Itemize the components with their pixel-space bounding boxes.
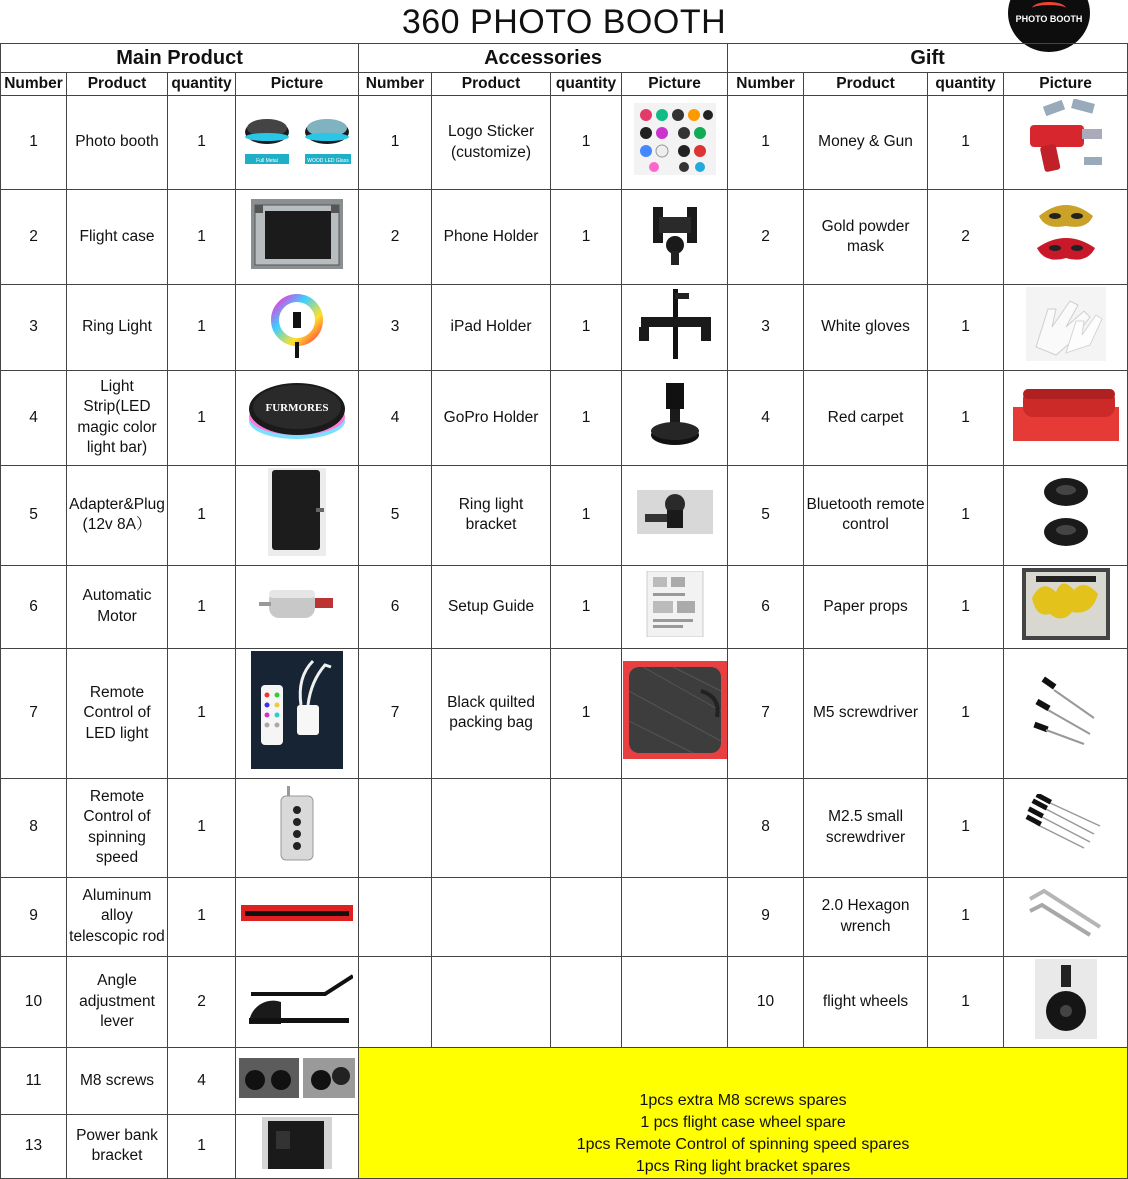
main-quantity: 1 — [168, 649, 236, 779]
table-row — [1, 565, 1128, 649]
title-bar — [0, 0, 1128, 44]
acc-number: 2 — [359, 190, 432, 285]
main-product: Power bank bracket — [67, 1115, 168, 1179]
main-quantity: 1 — [168, 565, 236, 649]
acc-product: Setup Guide — [432, 565, 551, 649]
table-row — [1, 649, 1128, 779]
bluetooth-remote-image — [1004, 466, 1128, 566]
gift-product: White gloves — [804, 285, 928, 371]
main-quantity: 1 — [168, 877, 236, 956]
main-number: 13 — [1, 1115, 67, 1179]
main-product: Remote Control of spinning speed — [67, 778, 168, 877]
table-row — [1, 877, 1128, 956]
pic-label-wood-led: WOOD LED Glass — [307, 158, 349, 165]
m8-screws-image — [236, 1048, 359, 1115]
adapter-image — [236, 466, 359, 566]
acc-empty-cell — [622, 778, 728, 877]
ring-light-bracket-image — [622, 466, 728, 566]
acc-empty-cell — [622, 877, 728, 956]
acc-number: 6 — [359, 565, 432, 649]
gift-number: 4 — [728, 370, 804, 466]
table-row — [1, 190, 1128, 285]
main-product: Automatic Motor — [67, 565, 168, 649]
col-header: quantity — [928, 73, 1004, 96]
gift-quantity: 1 — [928, 877, 1004, 956]
main-quantity: 1 — [168, 96, 236, 190]
acc-quantity: 1 — [551, 285, 622, 371]
hex-wrench-image — [1004, 877, 1128, 956]
gift-number: 1 — [728, 96, 804, 190]
acc-quantity: 1 — [551, 565, 622, 649]
spares-note-line: 1pcs extra M8 screws spares — [639, 1091, 847, 1109]
main-number: 6 — [1, 565, 67, 649]
gift-product: flight wheels — [804, 956, 928, 1048]
main-product: Ring Light — [67, 285, 168, 371]
main-number: 10 — [1, 956, 67, 1048]
main-quantity: 1 — [168, 370, 236, 466]
gift-number: 6 — [728, 565, 804, 649]
gift-product: Money & Gun — [804, 96, 928, 190]
gift-product: Paper props — [804, 565, 928, 649]
acc-number: 4 — [359, 370, 432, 466]
table-row — [1, 285, 1128, 371]
table-row — [1, 370, 1128, 466]
gift-number: 5 — [728, 466, 804, 566]
acc-quantity: 1 — [551, 649, 622, 779]
acc-quantity: 1 — [551, 370, 622, 466]
gift-quantity: 1 — [928, 96, 1004, 190]
col-header: quantity — [168, 73, 236, 96]
main-number: 11 — [1, 1048, 67, 1115]
gift-product: Bluetooth remote control — [804, 466, 928, 566]
acc-product: Ring light bracket — [432, 466, 551, 566]
col-header: Picture — [622, 73, 728, 96]
paper-props-image — [1004, 565, 1128, 649]
gift-quantity: 1 — [928, 649, 1004, 779]
acc-empty-cell — [551, 778, 622, 877]
acc-quantity: 1 — [551, 96, 622, 190]
col-header: Number — [359, 73, 432, 96]
power-bank-bracket-image — [236, 1115, 359, 1179]
gift-product: Red carpet — [804, 370, 928, 466]
money-gun-image — [1004, 96, 1128, 190]
main-quantity: 4 — [168, 1048, 236, 1115]
acc-empty-cell — [622, 956, 728, 1048]
acc-product: iPad Holder — [432, 285, 551, 371]
packing-bag-image — [622, 649, 728, 779]
col-header: Picture — [1004, 73, 1128, 96]
main-number: 8 — [1, 778, 67, 877]
flight-case-image — [236, 190, 359, 285]
acc-empty-cell — [432, 877, 551, 956]
flight-wheels-image — [1004, 956, 1128, 1048]
acc-empty-cell — [432, 778, 551, 877]
pic-label-full-metal: Full Metal — [256, 158, 278, 165]
gift-quantity: 1 — [928, 778, 1004, 877]
led-remote-image — [236, 649, 359, 779]
gift-number: 2 — [728, 190, 804, 285]
table-row — [1, 778, 1128, 877]
mask-image — [1004, 190, 1128, 285]
telescopic-rod-image — [236, 877, 359, 956]
main-product: Angle adjustment lever — [67, 956, 168, 1048]
gift-product: M5 screwdriver — [804, 649, 928, 779]
gift-quantity: 1 — [928, 565, 1004, 649]
gift-product: 2.0 Hexagon wrench — [804, 877, 928, 956]
acc-product: Phone Holder — [432, 190, 551, 285]
acc-number: 3 — [359, 285, 432, 371]
main-number: 5 — [1, 466, 67, 566]
gift-number: 7 — [728, 649, 804, 779]
acc-number: 7 — [359, 649, 432, 779]
main-product: Remote Control of LED light — [67, 649, 168, 779]
main-product: Photo booth — [67, 96, 168, 190]
acc-number: 5 — [359, 466, 432, 566]
angle-lever-image — [236, 956, 359, 1048]
main-quantity: 1 — [168, 190, 236, 285]
gift-number: 8 — [728, 778, 804, 877]
col-header: Product — [67, 73, 168, 96]
gift-quantity: 1 — [928, 285, 1004, 371]
main-quantity: 1 — [168, 466, 236, 566]
acc-product: GoPro Holder — [432, 370, 551, 466]
photo-booth-platform-image — [236, 96, 359, 190]
group-gift: Gift — [728, 44, 1128, 73]
main-product: Flight case — [67, 190, 168, 285]
main-number: 2 — [1, 190, 67, 285]
col-header: Product — [432, 73, 551, 96]
col-header: Number — [728, 73, 804, 96]
logo-arc-icon — [1032, 2, 1066, 15]
spares-note-line: 1pcs Remote Control of spinning speed spares — [576, 1135, 910, 1153]
acc-empty-cell — [359, 778, 432, 877]
light-strip-image — [236, 370, 359, 466]
acc-empty-cell — [359, 877, 432, 956]
spares-note — [359, 1048, 1128, 1179]
pic-label-furmores: FURMORES — [265, 401, 329, 414]
speed-remote-image — [236, 778, 359, 877]
group-main-product: Main Product — [1, 44, 359, 73]
main-quantity: 2 — [168, 956, 236, 1048]
main-number: 1 — [1, 96, 67, 190]
main-product: Light Strip(LED magic color light bar) — [67, 370, 168, 466]
setup-guide-image — [622, 565, 728, 649]
col-header: Picture — [236, 73, 359, 96]
acc-quantity: 1 — [551, 190, 622, 285]
table-row — [1, 96, 1128, 190]
acc-empty-cell — [359, 956, 432, 1048]
main-product: Adapter&Plug (12v 8A） — [67, 466, 168, 566]
red-carpet-image — [1004, 370, 1128, 466]
spares-note-line: 1 pcs flight case wheel spare — [640, 1113, 846, 1131]
page-title: 360 PHOTO BOOTH — [401, 3, 727, 41]
main-number: 7 — [1, 649, 67, 779]
acc-product: Black quilted packing bag — [432, 649, 551, 779]
acc-product: Logo Sticker (customize) — [432, 96, 551, 190]
main-product: M8 screws — [67, 1048, 168, 1115]
logo-text: PHOTO BOOTH — [1015, 14, 1083, 24]
phone-holder-image — [622, 190, 728, 285]
motor-image — [236, 565, 359, 649]
table-row — [1, 956, 1128, 1048]
m25-screwdriver-image — [1004, 778, 1128, 877]
col-header: quantity — [551, 73, 622, 96]
acc-empty-cell — [551, 877, 622, 956]
col-header: Product — [804, 73, 928, 96]
gift-number: 9 — [728, 877, 804, 956]
col-header: Number — [1, 73, 67, 96]
ring-light-image — [236, 285, 359, 371]
ipad-holder-image — [622, 285, 728, 371]
acc-number: 1 — [359, 96, 432, 190]
logo-sticker-image — [622, 96, 728, 190]
table-row — [1, 466, 1128, 566]
group-accessories: Accessories — [359, 44, 728, 73]
main-quantity: 1 — [168, 285, 236, 371]
acc-quantity: 1 — [551, 466, 622, 566]
m5-screwdriver-image — [1004, 649, 1128, 779]
main-number: 3 — [1, 285, 67, 371]
gift-quantity: 1 — [928, 370, 1004, 466]
main-number: 9 — [1, 877, 67, 956]
gift-quantity: 1 — [928, 956, 1004, 1048]
acc-empty-cell — [551, 956, 622, 1048]
product-table — [0, 43, 1128, 1179]
spares-note-line: 1pcs Ring light bracket spares — [635, 1157, 851, 1175]
main-quantity: 1 — [168, 1115, 236, 1179]
gift-number: 3 — [728, 285, 804, 371]
main-quantity: 1 — [168, 778, 236, 877]
gloves-image — [1004, 285, 1128, 371]
gift-quantity: 2 — [928, 190, 1004, 285]
gift-number: 10 — [728, 956, 804, 1048]
gift-quantity: 1 — [928, 466, 1004, 566]
table-row — [1, 1048, 1128, 1115]
gopro-holder-image — [622, 370, 728, 466]
gift-product: M2.5 small screwdriver — [804, 778, 928, 877]
main-product: Aluminum alloy telescopic rod — [67, 877, 168, 956]
gift-product: Gold powder mask — [804, 190, 928, 285]
acc-empty-cell — [432, 956, 551, 1048]
main-number: 4 — [1, 370, 67, 466]
